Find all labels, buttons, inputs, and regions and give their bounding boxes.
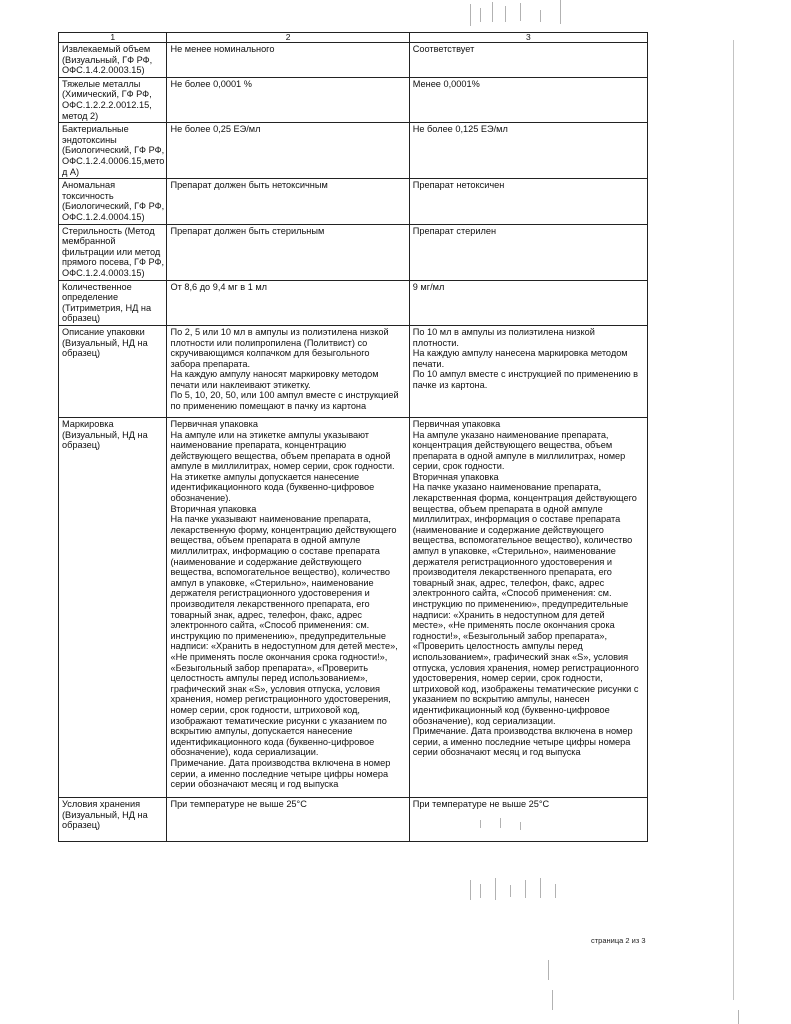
cell-text-line: Не более 0,0001 % (170, 78, 252, 89)
cell-text-line: концентрация действующего вещества, объем (412, 440, 613, 451)
cell-text-line: Примечание. Дата производства включена в номер (170, 757, 391, 768)
scan-noise-mark (520, 822, 521, 830)
cell-text-line: (Визуальный, НД на (62, 809, 148, 820)
cell-text-line: (Визуальный, НД на (62, 337, 148, 348)
cell-text-line: надписи: «Хранить в недоступном для детей месте», (170, 641, 398, 652)
cell-text-line: серии обозначают месяц и год выпуска (170, 779, 339, 790)
table-header-row (59, 33, 648, 43)
cell-text-line: идентификационного кода (буквенно-цифровое (170, 482, 375, 493)
cell-text-line: идентификационного кода (буквенно-цифровое (170, 736, 375, 747)
cell-text-line: Не менее номинального (170, 44, 275, 54)
result-cell (409, 417, 647, 797)
cell-text-line: держателя регистрационного удостоверения и (412, 556, 613, 567)
scan-noise-mark (470, 4, 471, 26)
result-cell (409, 797, 647, 841)
cell-text-line: фильтрации или метод (62, 246, 161, 257)
cell-text-line: Количественное (62, 281, 132, 292)
cell-text-line: «Не применять после окончания срока годности!», (170, 651, 388, 662)
cell-text-line: серии обозначают месяц и год выпуска (412, 747, 581, 758)
result-cell (409, 325, 647, 417)
requirement-cell (167, 224, 409, 280)
cell-text-line: плотности или полипропилена (Политвист) со (170, 337, 368, 348)
requirement-cell (167, 179, 409, 224)
table-row (59, 179, 648, 224)
cell-text-line: печати или наклеивают этикетку. (170, 379, 311, 390)
cell-text-line: ампуле в миллилитрах, номер серии, срок годности. (170, 461, 395, 472)
cell-text-line: ОФС.1.2.4.0006.15,мето (62, 155, 165, 166)
cell-text-line: Маркировка (62, 418, 114, 429)
cell-text-line: «Безыгольный забор препарата», «Проверить (170, 662, 369, 673)
cell-text-line: образец) (62, 348, 101, 359)
cell-text-line: Вторичная упаковка (412, 471, 499, 482)
cell-text-line: ОФС.1.2.4.0003.15) (62, 267, 145, 278)
cell-text-line: вещества, вспомогательное вещество), количество (412, 535, 633, 546)
cell-text-line: (Биологический, ГФ РФ, (62, 201, 165, 212)
cell-text-line: По 10 ампул вместе с инструкцией по применению в (412, 369, 639, 380)
cell-text-line: мембранной (62, 236, 116, 247)
scan-noise-mark (540, 878, 541, 898)
cell-text-line: На ампуле или на этикетке ампулы указывают (170, 429, 369, 440)
table-row (59, 280, 648, 325)
parameter-cell (59, 43, 167, 78)
cell-text-line: (наименование и содержание действующего (412, 524, 604, 535)
scan-noise-mark (552, 990, 553, 1010)
requirement-cell (167, 77, 409, 122)
cell-text-line: От 8,6 до 9,4 мг в 1 мл (170, 281, 268, 292)
cell-text-line: отпуска, условия хранения, номер регистрационного (412, 662, 639, 673)
table-row (59, 123, 648, 179)
result-cell (409, 179, 647, 224)
cell-text-line: Препарат стерилен (412, 225, 497, 236)
cell-text-line: хранения, номер регистрационного удостоверения, (170, 694, 391, 705)
cell-text-line: указанием по вскрытию ампулы, нанесен (412, 694, 590, 705)
cell-text-line: Не более 0,25 ЕЭ/мл (170, 124, 261, 135)
cell-text-line: токсичность (62, 190, 114, 201)
cell-text-line: держателя регистрационного удостоверения и (170, 588, 370, 599)
cell-text-line: Примечание. Дата производства включена в номер (412, 726, 633, 737)
scan-noise-mark (510, 885, 511, 897)
parameter-cell (59, 280, 167, 325)
cell-text-line: (наименование и содержание действующего (170, 556, 362, 567)
cell-text-line: вещества, объем препарата в одной ампуле (412, 503, 603, 514)
cell-text-line: Не более 0,125 ЕЭ/мл (412, 124, 508, 135)
cell-text-line: По 5, 10, 20, 50, или 100 ампул вместе с инструкцией (170, 390, 399, 401)
table-row (59, 325, 648, 417)
requirement-cell (167, 417, 409, 797)
cell-text-line: серии, а именно последние четыре цифры номера (170, 768, 389, 779)
cell-text-line: забора препарата. (170, 358, 250, 369)
table-row (59, 77, 648, 122)
cell-text-line: (Биологический, ГФ РФ, (62, 145, 165, 156)
cell-text-line: ОФС.1.2.2.2.0012.15, (62, 99, 152, 110)
cell-text-line: идентификационный код (буквенно-цифровое (412, 704, 610, 715)
cell-text-line: годности!», «Безыгольный забор препарата», (412, 630, 608, 641)
scan-noise-mark (520, 3, 521, 21)
cell-text-line: серии, а именно последние четыре цифры номера (412, 736, 631, 747)
cell-text-line: При температуре не выше 25°С (412, 798, 550, 809)
cell-text-line: по применению помещают в пачку из картона (170, 401, 367, 412)
cell-text-line: пачке из картона. (412, 379, 488, 390)
parameter-cell (59, 77, 167, 122)
cell-text-line: (Титриметрия, НД на (62, 302, 152, 313)
parameter-cell (59, 417, 167, 797)
cell-text-line: вещества, вспомогательное вещество), количество (170, 567, 390, 578)
requirement-cell (167, 325, 409, 417)
cell-text-line: скручивающимся колпачком для безыгольного (170, 348, 370, 359)
cell-text-line: ОФС.1.2.4.0004.15) (62, 211, 145, 222)
cell-text-line: определение (62, 292, 119, 303)
cell-text-line: Вторичная упаковка (170, 503, 257, 514)
cell-text-line: метод 2) (62, 110, 99, 121)
cell-text-line: штриховой код, изображены тематические рисунки с (412, 683, 639, 694)
cell-text-line: «Проверить целостность ампулы перед (412, 641, 583, 652)
cell-text-line: эндотоксины (62, 134, 117, 145)
scan-noise-mark (548, 960, 549, 980)
cell-text-line: миллилитрах, информацию о составе препарата (170, 546, 380, 557)
scan-noise-mark (540, 10, 541, 22)
cell-text-line: Условия хранения (62, 798, 141, 809)
cell-text-line: образец) (62, 313, 101, 324)
requirement-cell (167, 43, 409, 78)
cell-text-line: На ампуле указано наименование препарата, (412, 429, 609, 440)
cell-text-line: Препарат должен быть нетоксичным (170, 180, 328, 191)
cell-text-line: целостность ампулы перед использованием», (170, 673, 368, 684)
scan-noise-mark (480, 820, 481, 828)
cell-text-line: ампул в упаковке, «Стерильно», наименование (170, 577, 374, 588)
table-row (59, 224, 648, 280)
cell-text-line: На пачке указано наименование препарата, (412, 482, 602, 493)
scan-noise-mark (500, 818, 501, 828)
cell-text-line: Соответствует (412, 44, 475, 54)
scan-noise-mark (495, 878, 496, 900)
cell-text-line: На каждую ампулу наносят маркировку методом (170, 369, 379, 380)
cell-text-line: наименование препарата, концентрацию (170, 440, 347, 451)
result-cell (409, 224, 647, 280)
table-row (59, 43, 648, 78)
cell-text-line: надписи: «Хранить в недоступном для детей (412, 609, 605, 620)
cell-text-line: месте», «Не применять после окончания срока (412, 620, 615, 631)
specification-table (58, 32, 648, 842)
requirement-cell (167, 797, 409, 841)
cell-text-line: образец) (62, 440, 101, 451)
result-cell (409, 123, 647, 179)
cell-text-line: Менее 0,0001% (412, 78, 480, 89)
header-col-1: 1 (59, 33, 167, 43)
cell-text-line: инструкцию по применению», предупредительные (170, 630, 386, 641)
result-cell (409, 43, 647, 78)
cell-text-line: На каждую ампулу нанесена маркировка методом (412, 348, 628, 359)
cell-text-line: Первичная упаковка (412, 418, 501, 429)
header-col-2: 2 (167, 33, 409, 43)
scan-noise-mark (555, 884, 556, 898)
scan-noise-mark (480, 884, 481, 898)
cell-text-line: производителя лекарственного препарата, его (412, 567, 612, 578)
cell-text-line: Извлекаемый объем (62, 44, 151, 54)
cell-text-line: ОФС.1.4.2.0003.15) (62, 65, 145, 76)
cell-text-line: Бактериальные (62, 124, 129, 135)
cell-text-line: Препарат должен быть стерильным (170, 225, 325, 236)
cell-text-line: 9 мг/мл (412, 281, 445, 292)
cell-text-line: Аномальная (62, 180, 116, 191)
specification-table-container (58, 32, 648, 842)
scan-noise-mark (738, 1010, 739, 1024)
cell-text-line: препарата в одной ампуле в миллилитрах, номер (412, 450, 626, 461)
cell-text-line: товарный знак, адрес, телефон, факс, адрес (170, 609, 362, 620)
cell-text-line: удостоверения, номер серии, срок годности, (412, 673, 603, 684)
table-row (59, 797, 648, 841)
cell-text-line: электронного сайта, «Способ применения: см. (170, 620, 370, 631)
scan-noise-mark (470, 880, 471, 900)
cell-text-line: печати. (412, 358, 445, 369)
cell-text-line: Описание упаковки (62, 326, 145, 337)
cell-text-line: прямого посева, ГФ РФ, (62, 257, 165, 268)
cell-text-line: ампул в упаковке, «Стерильно», наименование (412, 546, 616, 557)
cell-text-line: д А) (62, 166, 80, 177)
parameter-cell (59, 325, 167, 417)
scan-margin-line (733, 40, 734, 1000)
cell-text-line: товарный знак, адрес, телефон, факс, адрес (412, 577, 605, 588)
cell-text-line: образец) (62, 820, 101, 831)
header-col-3: 3 (409, 33, 647, 43)
cell-text-line: лекарственная форма, концентрация действующего (412, 493, 637, 504)
cell-text-line: На пачке указывают наименование препарата, (170, 514, 371, 525)
cell-text-line: По 2, 5 или 10 мл в ампулы из полиэтилена низкой (170, 326, 389, 337)
cell-text-line: инструкцию по применению», предупредительные (412, 599, 629, 609)
scan-noise-mark (505, 6, 506, 22)
scan-noise-mark (492, 2, 493, 22)
parameter-cell (59, 179, 167, 224)
cell-text-line: плотности. (412, 337, 459, 348)
scan-noise-mark (480, 8, 481, 22)
cell-text-line: (Химический, ГФ РФ, (62, 89, 152, 100)
cell-text-line: производителя лекарственного препарата, его (170, 599, 370, 609)
cell-text-line: обозначение). (170, 493, 231, 504)
cell-text-line: использованием», графический знак «S», условия (412, 651, 629, 662)
cell-text-line: Препарат нетоксичен (412, 180, 505, 191)
parameter-cell (59, 224, 167, 280)
result-cell (409, 77, 647, 122)
scan-noise-mark (560, 0, 561, 24)
parameter-cell (59, 797, 167, 841)
cell-text-line: По 10 мл в ампулы из полиэтилена низкой (412, 326, 595, 337)
cell-text-line: На этикетке ампулы допускается нанесение (170, 471, 360, 482)
cell-text-line: обозначение), кода сериализации. (170, 747, 319, 758)
cell-text-line: миллилитрах, информация о составе препарата (412, 514, 621, 525)
result-cell (409, 280, 647, 325)
requirement-cell (167, 123, 409, 179)
cell-text-line: Стерильность (Метод (62, 225, 155, 236)
table-row (59, 417, 648, 797)
cell-text-line: (Визуальный, ГФ РФ, (62, 54, 153, 65)
cell-text-line: (Визуальный, НД на (62, 429, 148, 440)
cell-text-line: изображают тематические рисунки с указанием по (170, 715, 387, 726)
cell-text-line: Тяжелые металлы (62, 78, 141, 89)
page-number: страница 2 из 3 (591, 936, 646, 945)
cell-text-line: действующего вещества, объем препарата в одной (170, 450, 391, 461)
requirement-cell (167, 280, 409, 325)
parameter-cell (59, 123, 167, 179)
cell-text-line: При температуре не выше 25°С (170, 798, 307, 809)
cell-text-line: обозначение), код сериализации. (412, 715, 556, 726)
cell-text-line: лекарственную форму, концентрацию действующего (170, 524, 397, 535)
cell-text-line: серии, срок годности. (412, 461, 505, 472)
cell-text-line: вскрытию ампулы, допускается нанесение (170, 726, 353, 737)
cell-text-line: вещества, объем препарата в одной ампуле (170, 535, 361, 546)
cell-text-line: номер серии, срок годности, штриховой код, (170, 704, 360, 715)
cell-text-line: Первичная упаковка (170, 418, 258, 429)
cell-text-line: электронного сайта, «Способ применения: см. (412, 588, 612, 599)
scan-noise-mark (525, 880, 526, 898)
cell-text-line: графический знак «S», условия отпуска, условия (170, 683, 380, 694)
